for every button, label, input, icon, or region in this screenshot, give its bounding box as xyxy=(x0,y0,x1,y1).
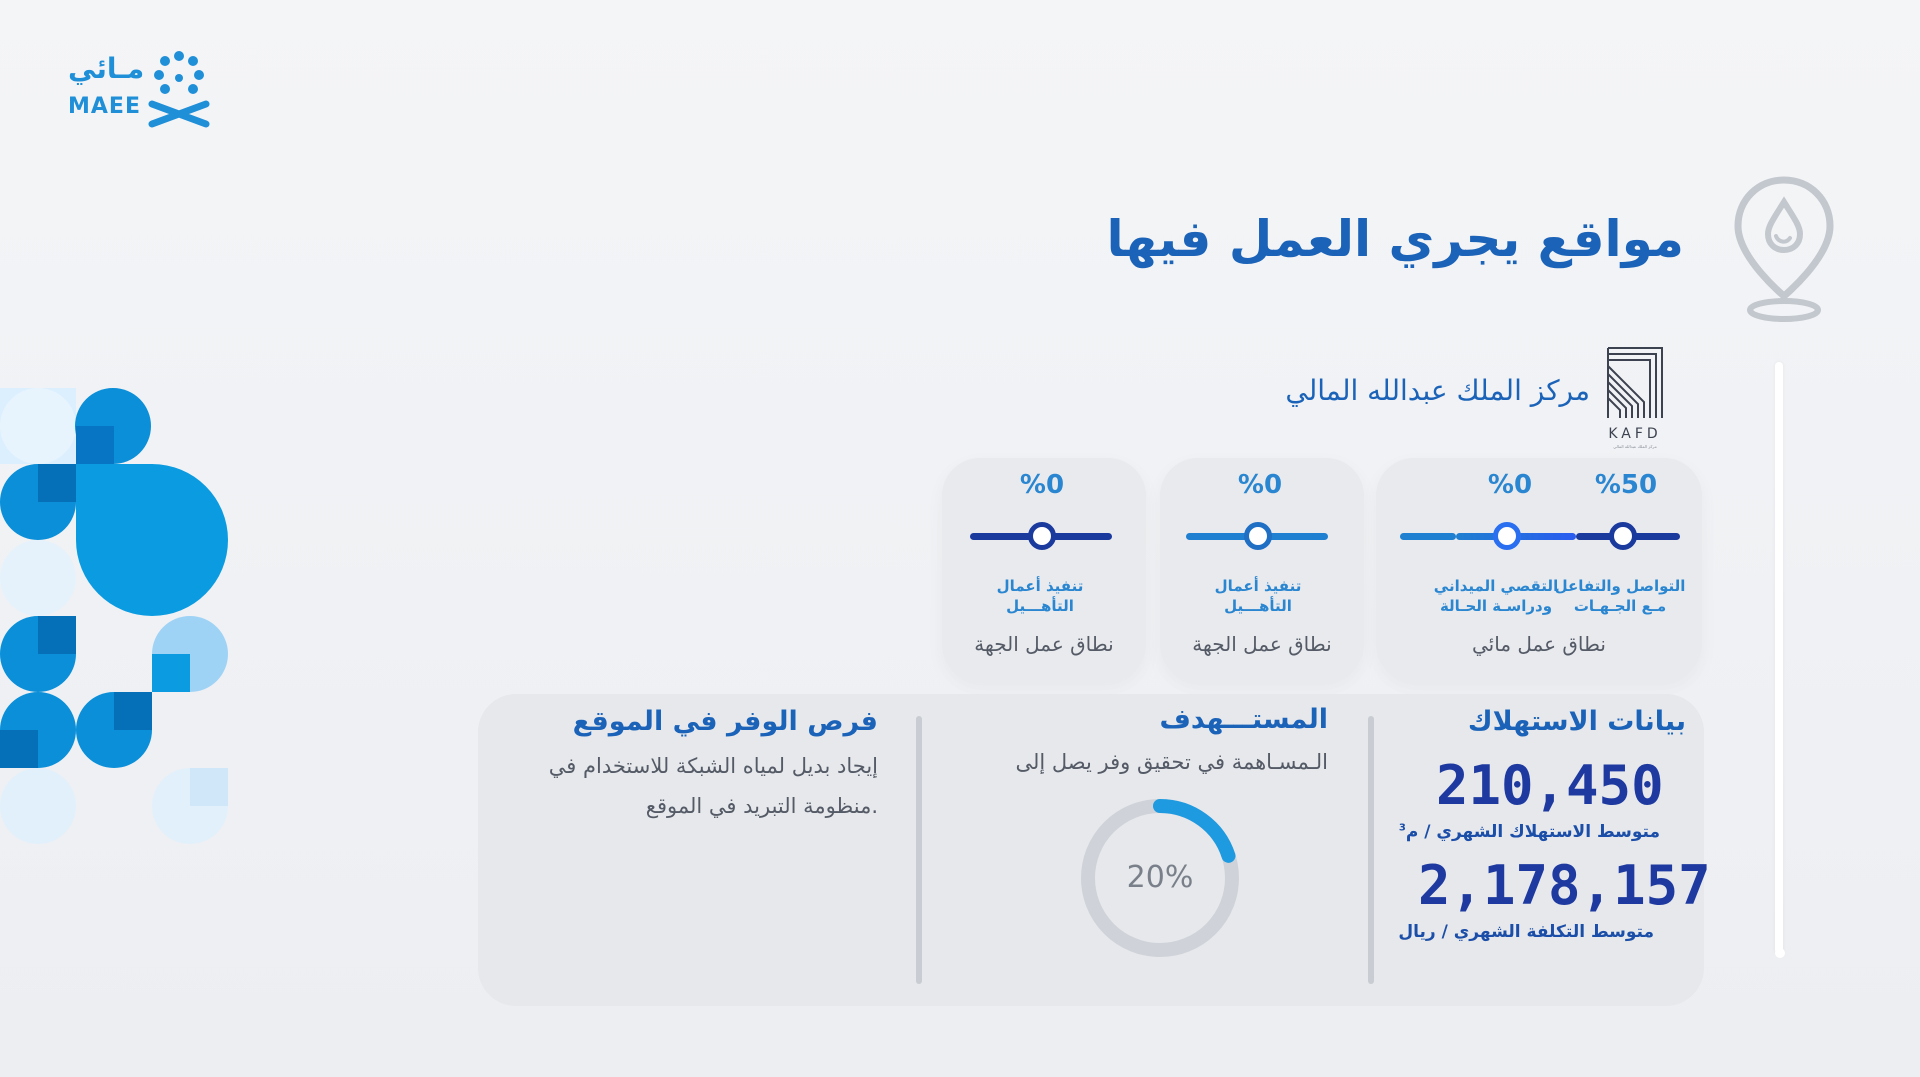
savings-text-line: إيجاد بديل لمياه الشبكة للاستخدام في xyxy=(548,754,878,778)
stage-label-line: مـع الجـهـات xyxy=(1573,597,1667,615)
stage-percent: %50 xyxy=(1594,470,1658,500)
monthly-volume-caption xyxy=(1399,822,1660,842)
timeline-line xyxy=(1775,362,1783,954)
scope-label: نطاق عمل الجهة xyxy=(1192,632,1332,656)
details-panel xyxy=(478,694,1711,1006)
target-title: المستـــهدف xyxy=(1159,704,1328,735)
progress-track xyxy=(1400,533,1456,540)
target-text: الـمسـاهمة في تحقيق وفر يصل إلى xyxy=(1015,750,1328,774)
stage-label xyxy=(1426,576,1566,616)
stage-label xyxy=(980,576,1100,616)
target-percent-label: 20% xyxy=(1126,860,1194,895)
stage-label-line: التواصل والتفاعل xyxy=(1554,577,1686,595)
stage-label xyxy=(1550,576,1690,616)
stage-knob xyxy=(1028,522,1056,550)
scope-card-entity xyxy=(1160,458,1364,682)
monthly-volume-caption-text: متوسط الاستهلاك الشهري / م xyxy=(1405,822,1660,842)
column-separator xyxy=(1368,716,1374,984)
brand-logo[interactable] xyxy=(64,48,214,128)
stage-label-line: التقصي الميداني xyxy=(1433,577,1559,595)
column-separator xyxy=(916,716,922,984)
stage-percent: %0 xyxy=(1487,470,1533,500)
brand-name-english: MAEE xyxy=(68,94,141,119)
location-pin-icon xyxy=(1728,172,1840,324)
monthly-volume-value: 210,450 xyxy=(1436,754,1664,817)
savings-text xyxy=(549,746,878,826)
monthly-cost-value: 2,178,157 xyxy=(1418,854,1711,917)
stage-knob xyxy=(1609,522,1637,550)
kafd-logo xyxy=(1600,342,1670,450)
stage-knob xyxy=(1244,522,1272,550)
stage-label-line: التأهـــيل xyxy=(1006,597,1074,615)
stage-knob xyxy=(1493,522,1521,550)
scope-card-maee xyxy=(1376,458,1702,682)
kafd-mark-icon xyxy=(1600,342,1670,422)
target-ring xyxy=(1078,796,1242,960)
page-title: مواقع يجري العمل فيها xyxy=(1106,210,1684,268)
monthly-cost-caption: متوسط التكلفة الشهري / ريال xyxy=(1398,922,1654,942)
stage-percent: %0 xyxy=(1237,470,1283,500)
site-name: مركز الملك عبدالله المالي xyxy=(1285,374,1590,407)
stage-label-line: تنفيذ أعمال xyxy=(996,577,1084,595)
stage-label-line: تنفيذ أعمال xyxy=(1214,577,1302,595)
unit-superscript: 3 xyxy=(1398,822,1406,834)
scope-label: نطاق عمل الجهة xyxy=(974,632,1114,656)
stage-label xyxy=(1198,576,1318,616)
savings-title: فرص الوفر في الموقع xyxy=(572,706,878,737)
kafd-logo-subtitle: مركز الملك عبدالله المالي xyxy=(1613,444,1657,449)
stage-label-line: التأهـــيل xyxy=(1224,597,1292,615)
brand-name-arabic: مـائي xyxy=(68,52,145,85)
savings-text-line: .منظومة التبريد في الموقع xyxy=(645,794,878,818)
scope-card-entity xyxy=(942,458,1146,682)
consumption-title: بيانات الاستهلاك xyxy=(1467,706,1686,737)
decorative-mosaic xyxy=(0,388,230,844)
kafd-logo-text: KAFD xyxy=(1608,426,1662,442)
stage-label-line: ودراسـة الحـالة xyxy=(1439,597,1553,615)
timeline-dot xyxy=(1775,948,1785,958)
stage-percent: %0 xyxy=(1019,470,1065,500)
scope-label: نطاق عمل مائي xyxy=(1472,632,1606,656)
brand-mark-icon xyxy=(146,48,212,128)
